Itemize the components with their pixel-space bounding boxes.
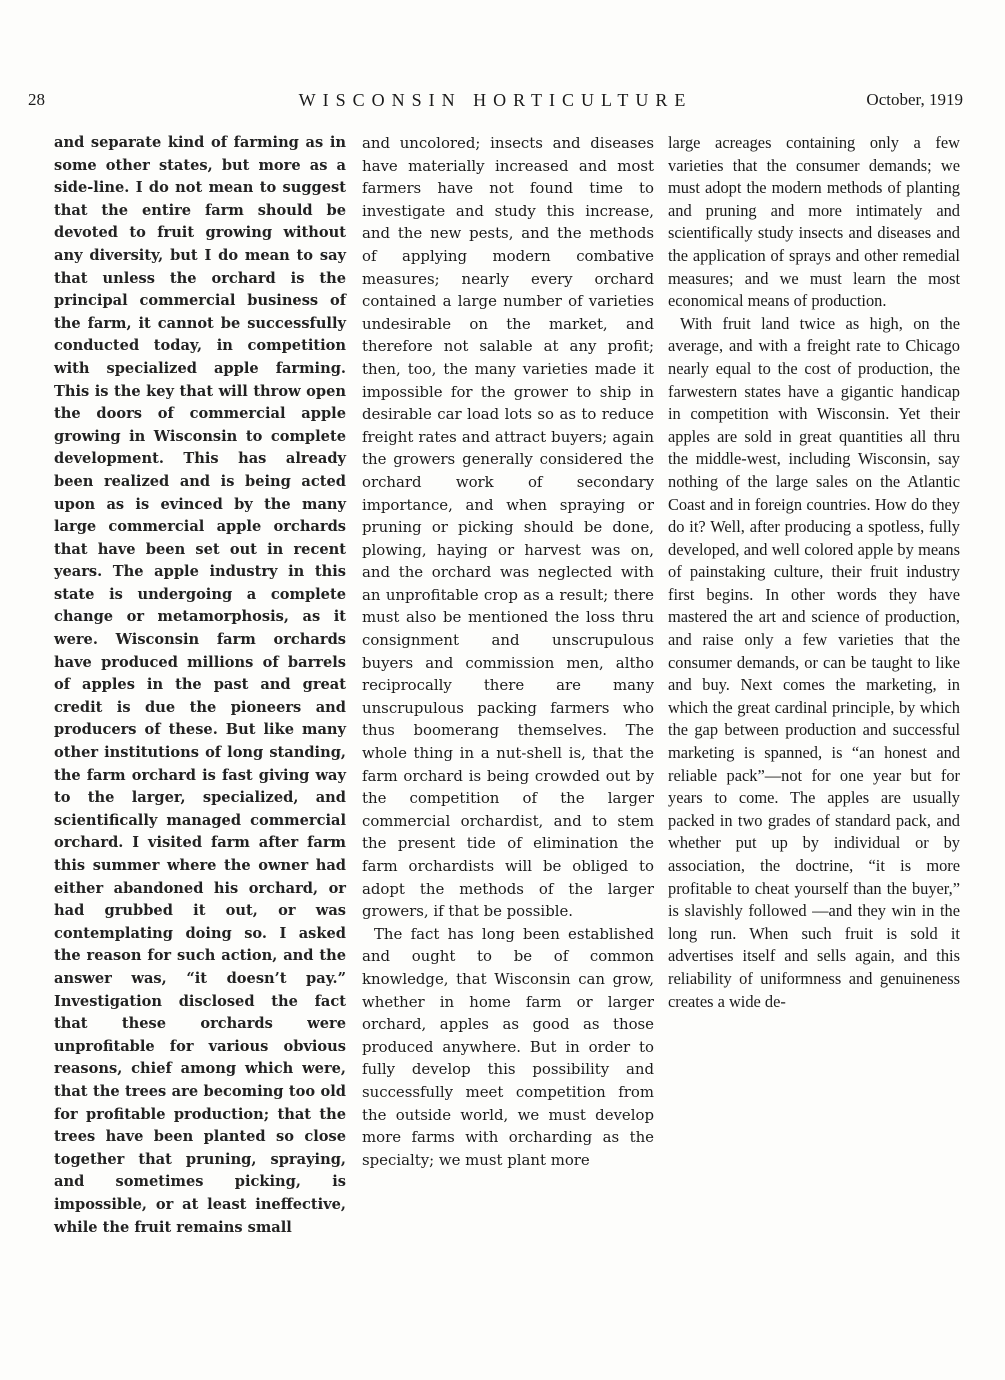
- journal-title: WISCONSIN HORTICULTURE: [298, 90, 693, 110]
- page-number: 28: [28, 90, 45, 109]
- issue-date: October, 1919: [866, 90, 963, 109]
- paragraph: The fact has long been established and ought to be of common knowledge, that Wisconsin can grow, whether in home farm or larger orchard, apples as good as those produced anywhere. But in order to fully develop this possibility and successfully meet competition from the outside world, we must develop more farms with orcharding as the specialty; we must plant more: [362, 924, 654, 1169]
- paragraph: With fruit land twice as high, on the average, and with a freight rate to Chicago nearly equal to the cost of production, the farwestern states have a gigantic handicap in competition with Wisconsin. Yet their apples are sold in great quantities all thru the middle-west, including Wisconsin, say nothing of the large sales on the Atlantic Coast and in foreign countries. How do they do it? Well, after producing a spotless, fully developed, and well colored apple by means of painstaking culture, their fruit industry first begins. In other words they have mastered the art and science of production, and raise only a few varieties that the consumer demands, or can be taught to like and buy. Next comes the marketing, in which the great cardinal principle, by which the gap between production and successful marketing is spanned, is “an honest and reliable pack”—not for one year but for years to come. The apples are usually packed in two grades of standard pack, and whether put up by individual or by association, the doctrine, “it is more profitable to cheat yourself than the buyer,” is slavishly followed —and they win in the long run. When such fruit is sold it advertises itself and sells again, and this reliability of uniformness and genuineness creates a wide de-: [668, 313, 960, 1011]
- paragraph: and uncolored; insects and diseases have materially increased and most farmers have not found time to investigate and study this increase, and the new pests, and the methods of applying modern combative measures; nearly every orchard contained a large number of varieties undesirable on the market, and therefore not salable at any profit; then, too, the many varieties made it impossible for the grower to ship in desirable car load lots so as to reduce freight rates and attract buyers; again the growers generally considered the orchard work of secondary importance, and when spraying or pruning or picking should be done, plowing, haying or harvest was on, and the orchard was neglected with an unprofitable crop as a result; there must also be mentioned the loss thru consignment and unscrupulous buyers and commission men, altho reciprocally there are many unscrupulous packing farmers who thus boomerang themselves. The whole thing in a nut-shell is, that the farm orchard is being crowded out by the competition of the larger commercial orchardist, and to stem the present tide of elimination the farm orchardists will be obliged to adopt the methods of the larger growers, if that be possible.: [362, 134, 654, 921]
- paragraph: large acreages containing only a few varieties that the consumer demands; we must adopt the modern methods of planting and pruning and more intimately and scientifically study insects and diseases and the application of sprays and other remedial measures; and we must learn the most economical means of production.: [668, 133, 960, 311]
- paragraph: and separate kind of farming as in some other states, but more as a side-line. I do not mean to suggest that the entire farm should be devoted to fruit growing without any diversity, but I do mean to say that unless the orchard is the principal commercial business of the farm, it cannot be successfully conducted today, in competition with specialized apple farming. This is the key that will throw open the doors of commercial apple growing in Wisconsin to complete development. This has already been realized and is being acted upon as is evinced by the many large commercial apple orchards that have been set out in recent years. The apple industry in this state is undergoing a complete change or metamorphosis, as it were. Wisconsin farm orchards have produced millions of barrels of apples in the past and great credit is due the pioneers and producers of these. But like many other institutions of long standing, the farm orchard is fast giving way to the larger, specialized, and scientifically managed commercial orchard. I visited farm after farm this summer where the owner had either abandoned his orchard, or had grubbed it out, or was contemplating doing so. I asked the reason for such action, and the answer was, “it doesn’t pay.” Investigation disclosed the fact that these orchards were unprofitable for various obvious reasons, chief among which were, that the trees are becoming too old for profitable production; that the trees have been planted so close together that pruning, spraying, and sometimes picking, is impossible, or at least ineffective, while the fruit remains small: [54, 134, 346, 1236]
- text-column-2: [362, 132, 654, 1171]
- running-header: [28, 90, 963, 116]
- text-column-3: [668, 132, 960, 1013]
- text-column-1: [54, 132, 346, 1239]
